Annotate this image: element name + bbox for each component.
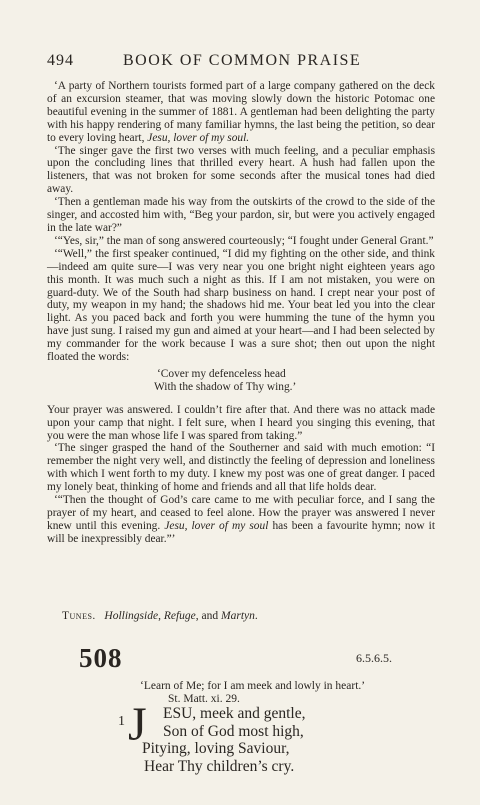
stanza-line: Hear Thy children’s cry. <box>144 757 295 775</box>
paragraph: ‘The singer gave the first two verses with much feeling, and a peculiar emphasis upon the concluding lines that thrilled every heart. A hush had fallen upon the listeners, that was not broken for some seconds after the musical tones had died away. <box>47 144 435 196</box>
tunes-label: Tunes. <box>62 610 96 622</box>
stanza-line: ESU, meek and gentle, <box>163 705 306 722</box>
paragraph: ‘“Well,” the first speaker continued, “I did my fighting on the other side, and think—indeed am quite sure—I was very near you one bright night eighteen years ago this month. It was much such a night as this. If I am not mistaken, you were on guard-duty. We of the South had sharp business on hand. I crept near your post of duty, my weapon in my hand; the shadows hid me. Your beat led you into the clear light. As you paced back and forth you were humming the tune of the hymn you have just sung. I raised my gun and aimed at your heart—and I had been selected by my commander for the work because I was a sure shot; then out upon the night floated the words: <box>47 247 435 364</box>
epigraph-text: ‘Learn of Me; for I am meek and lowly in heart.’ <box>140 680 366 692</box>
paragraph: ‘The singer grasped the hand of the Southerner and said with much emotion: “I remember the night very well, and distinctly the feeling of depression and loneliness with which I went forth to my duty. I knew my post was one of great danger. I paced my lonely beat, thinking of home and friends and all that life holds dear. <box>47 442 435 494</box>
paragraph: ‘“Then the thought of God’s care came to me with peculiar force, and I sang the prayer of my heart, and ceased to feel alone. How the prayer was answered I never knew until this evening. Jesu, lover of my soul has been a favourite hymn; now it will be inexpressibly dear.”’ <box>47 494 435 545</box>
stanza <box>142 705 306 775</box>
hymn-meter: 6.5.6.5. <box>356 651 392 665</box>
quoted-verse-line: With the shadow of Thy wing.’ <box>154 380 297 393</box>
stanza-line: Pitying, loving Saviour, <box>142 740 290 757</box>
tune-name: Hollingside <box>104 610 159 622</box>
paragraph: Your prayer was answered. I couldn’t fire after that. And there was no attack made upon your camp that night. I felt sure, when I heard you singing this evening, that you were the man whose life I was spared from taking.” <box>47 403 435 442</box>
paragraph: ‘A party of Northern tourists formed part of a large company gathered on the deck of an excursion steamer, that was moving slowly down the historic Potomac one beautiful evening in the summer of 1881. A gentleman had been delighting the party with his happy rendering of many familiar hymns, the last being the petition, so dear to every loving heart, Jesu, lover of my soul. <box>47 80 435 144</box>
stanza-number: 1 <box>118 714 125 729</box>
tunes-line: Tunes. Hollingside, Refuge, and Martyn. <box>62 610 258 622</box>
paragraph: ‘Then a gentleman made his way from the outskirts of the crowd to the side of the singer, and accosted him with, “Beg your pardon, sir, but were you actively engaged in the late war?” <box>47 196 435 234</box>
running-title: BOOK OF COMMON PRAISE <box>123 52 362 69</box>
drop-cap: J <box>128 698 147 751</box>
quoted-verse-line: ‘Cover my defenceless head <box>157 367 286 380</box>
hymn-number: 508 <box>79 643 123 673</box>
epigraph-reference: St. Matt. xi. 29. <box>168 692 240 705</box>
italic-title: Jesu, lover of my soul. <box>147 131 250 144</box>
tune-name: Martyn <box>221 610 255 622</box>
paragraph: ‘“Yes, sir,” the man of song answered courteously; “I fought under General Grant.” <box>54 234 434 247</box>
epigraph <box>140 680 365 705</box>
body-text <box>47 80 435 546</box>
italic-title: Jesu, lover of my soul <box>164 519 269 532</box>
stanza-line: Son of God most high, <box>163 722 304 740</box>
tune-name: Refuge <box>163 610 196 622</box>
page-number: 494 <box>47 52 74 69</box>
